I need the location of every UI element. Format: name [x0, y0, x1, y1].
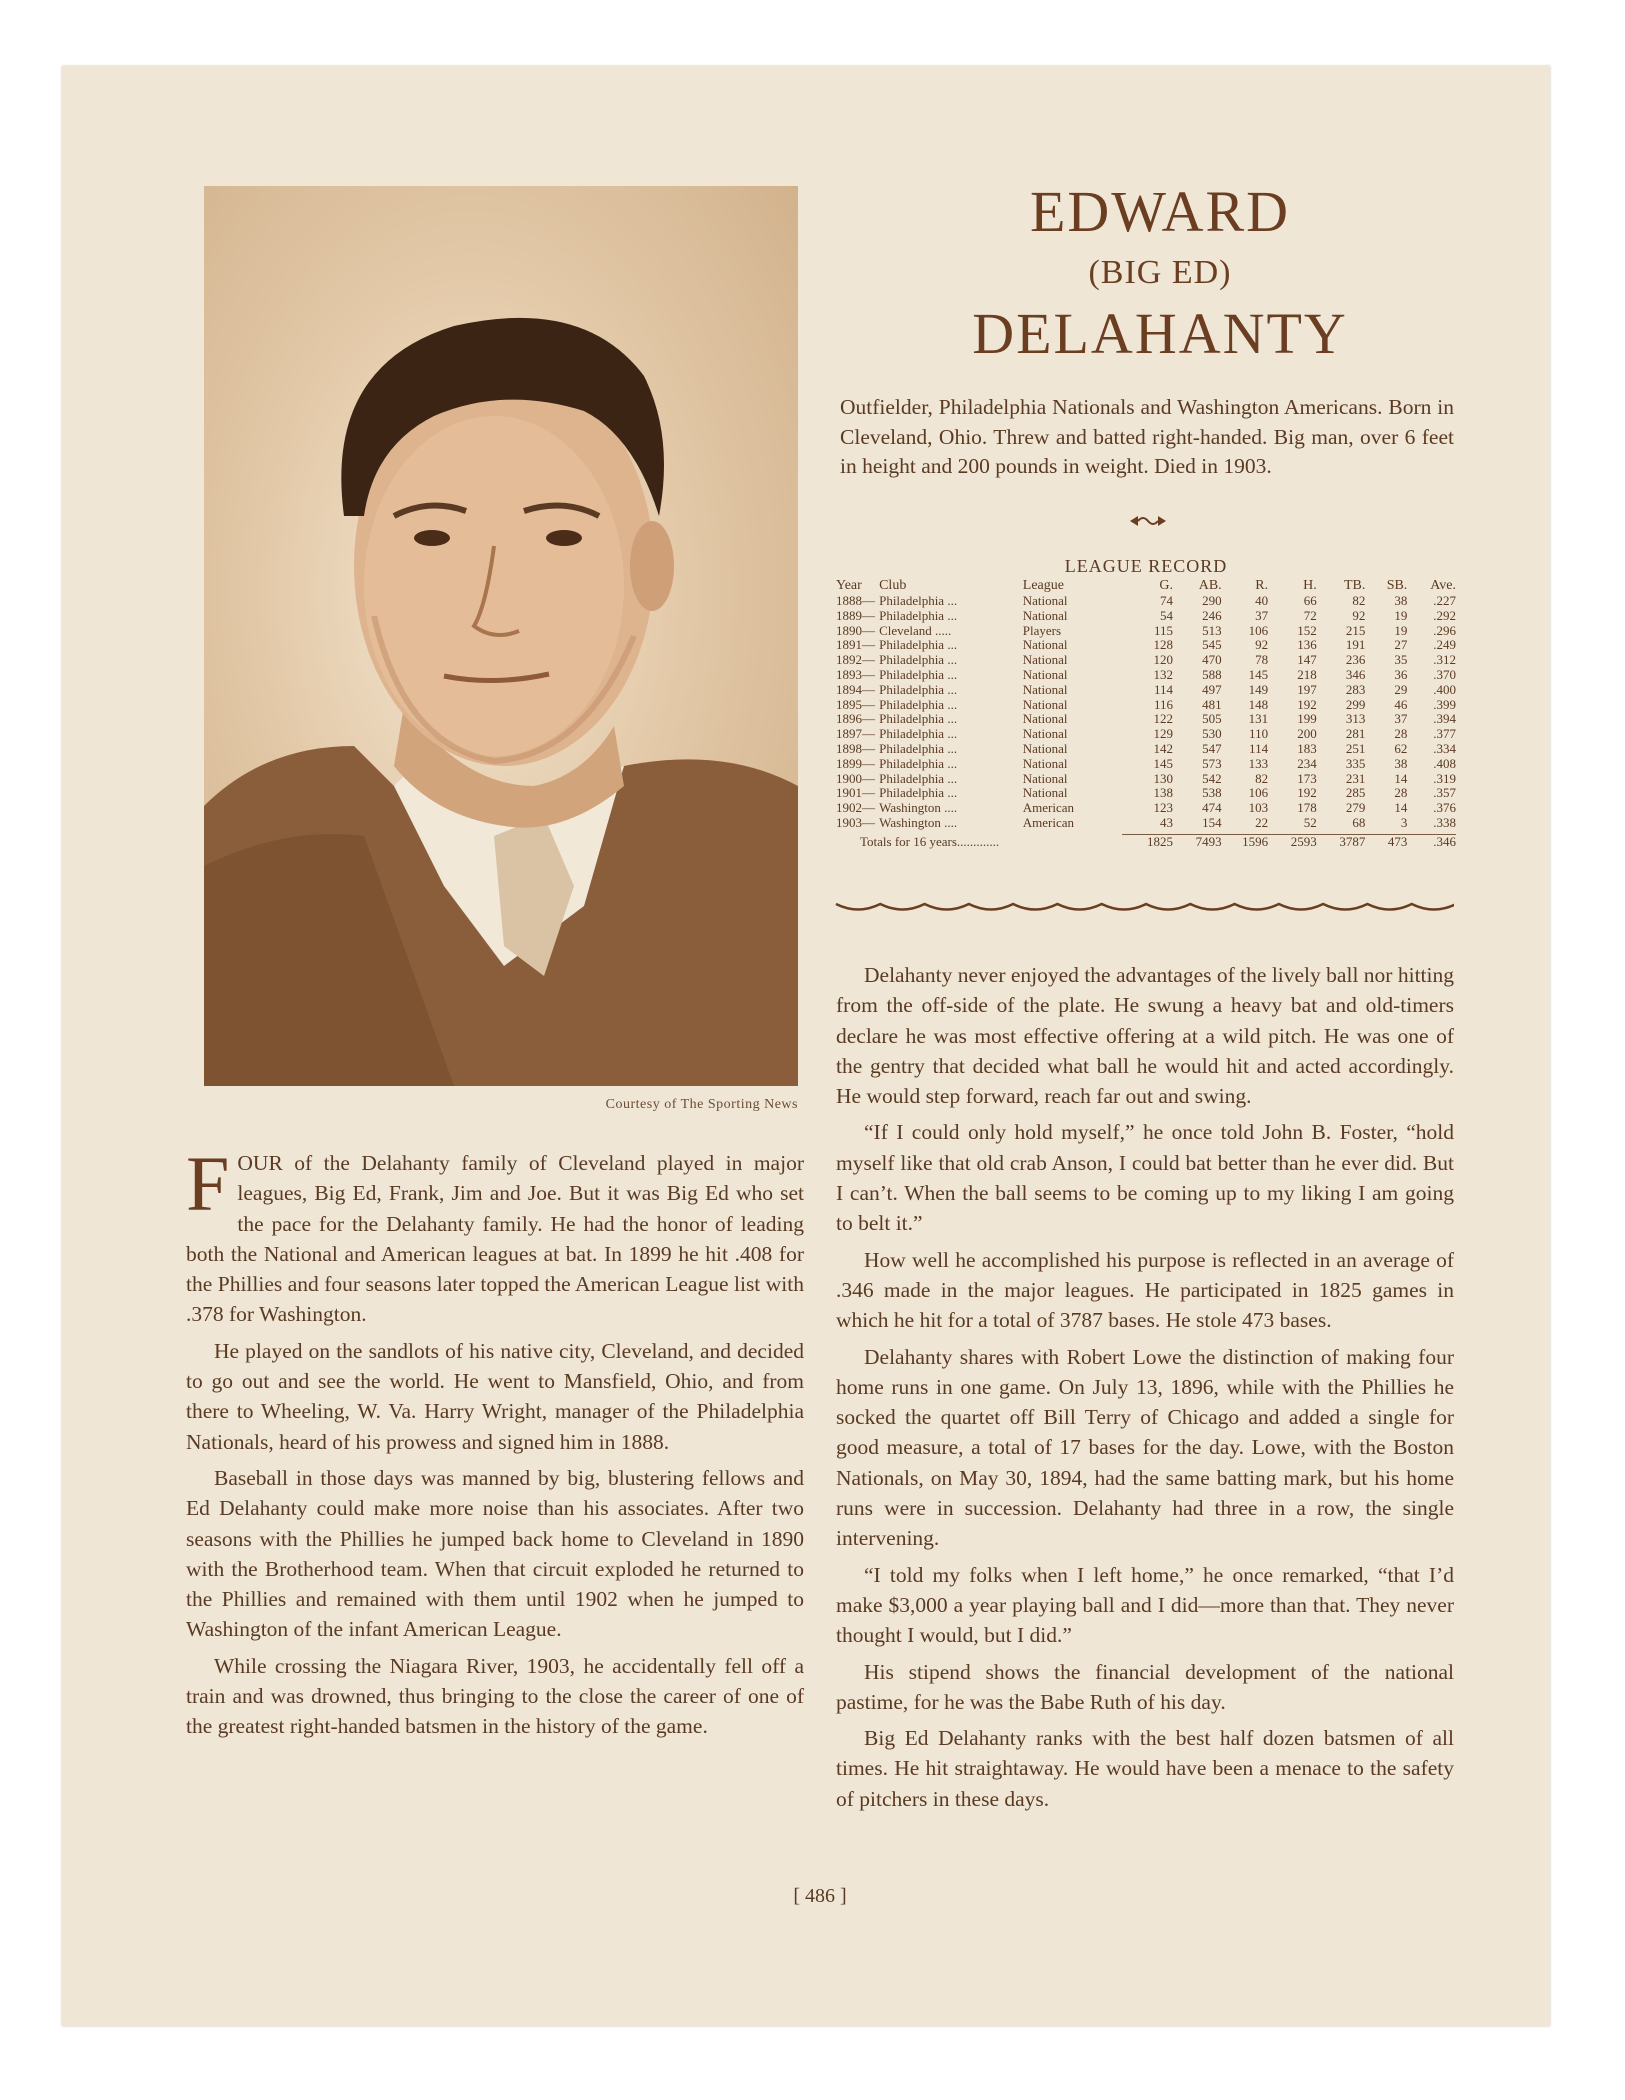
table-row [836, 727, 1456, 742]
cell-average: .399 [1433, 696, 1456, 712]
cell-at-bats: 530 [1202, 726, 1222, 742]
table-row [836, 757, 1456, 772]
league-record-table [836, 578, 1456, 850]
right-paragraph-6: His stipend shows the financial development of the national pastime, for he was the Babe Ruth of his day. [836, 1659, 1454, 1714]
cell-hits: 178 [1297, 800, 1317, 816]
cell-year: 1897— [836, 726, 875, 742]
cell-runs: 106 [1248, 785, 1269, 801]
cell-club: Philadelphia ... [879, 593, 958, 608]
cell-at-bats: 545 [1202, 637, 1222, 653]
cell-stolen-bases: 46 [1394, 696, 1408, 712]
cell-games: 120 [1153, 652, 1174, 668]
cell-average: .394 [1433, 711, 1456, 727]
cell-average: .357 [1433, 785, 1456, 801]
cell-total-bases: 231 [1345, 770, 1366, 786]
cell-league: American [1022, 800, 1075, 816]
cell-hits: 136 [1297, 637, 1317, 653]
cell-average: .319 [1433, 770, 1456, 786]
totals-hits: 2593 [1290, 833, 1317, 849]
cell-club: Philadelphia ... [879, 666, 958, 682]
totals-average: .346 [1433, 833, 1456, 849]
cell-club: Philadelphia ... [879, 755, 958, 771]
cell-league: National [1022, 785, 1068, 801]
cell-total-bases: 92 [1352, 607, 1366, 623]
cell-hits: 52 [1303, 814, 1317, 830]
right-paragraph-2: “If I could only hold myself,” he once told John B. Foster, “hold myself like that old crab Anson, I could bat better than he ever did. But I can’t. When the ball seems to be coming up to my liking I am going to belt it.” [836, 1120, 1454, 1236]
totals-runs: 1596 [1242, 833, 1269, 849]
table-row [836, 594, 1456, 609]
cell-league: National [1022, 711, 1068, 727]
cell-club: Philadelphia ... [879, 785, 958, 801]
left-paragraph-1-text: OUR of the Delahanty family of Cleveland played in major leagues, Big Ed, Frank, Jim and Joe. But it was Big Ed who set the pace for the Delahanty family. He had the honor of leading both the National and American leagues at bat. In 1899 he hit .408 for the Phillies and four seasons later topped the American League list with .378 for Washington. [186, 1151, 804, 1327]
table-row [836, 712, 1456, 727]
cell-hits: 152 [1297, 622, 1317, 638]
cell-stolen-bases: 38 [1394, 593, 1408, 608]
cell-year: 1891— [836, 637, 875, 653]
cell-hits: 147 [1297, 652, 1317, 668]
cell-club: Philadelphia ... [879, 726, 958, 742]
cell-at-bats: 481 [1202, 696, 1222, 712]
cell-total-bases: 285 [1345, 785, 1366, 801]
cell-hits: 200 [1297, 726, 1317, 742]
cell-at-bats: 246 [1202, 607, 1222, 623]
cell-club: Philadelphia ... [879, 770, 958, 786]
cell-at-bats: 505 [1202, 711, 1222, 727]
table-header-row [836, 578, 1456, 594]
cell-runs: 148 [1248, 696, 1269, 712]
totals-label: Totals for 16 years............. [860, 833, 1000, 849]
page-title [840, 176, 1480, 370]
drop-cap: F [186, 1140, 230, 1227]
cell-games: 74 [1160, 593, 1174, 608]
header-stolen-bases: SB. [1386, 578, 1408, 593]
cell-hits: 218 [1297, 666, 1317, 682]
cell-runs: 78 [1255, 652, 1269, 668]
cell-games: 116 [1154, 696, 1174, 712]
cell-games: 43 [1160, 814, 1174, 830]
table-row [836, 742, 1456, 757]
cell-club: Philadelphia ... [879, 696, 958, 712]
left-paragraph-2: He played on the sandlots of his native city, Cleveland, and decided to go out and see the world. He went to Mansfield, Ohio, and from there to Wheeling, W. Va. Harry Wright, manager of the Philadelphia Nationals, heard of his prowess and signed him in 1888. [186, 1338, 804, 1454]
cell-year: 1899— [836, 755, 875, 771]
header-at-bats: AB. [1198, 578, 1222, 593]
title-nickname: (BIG ED) [1088, 254, 1232, 291]
cell-runs: 40 [1255, 593, 1269, 608]
cell-runs: 92 [1255, 637, 1269, 653]
cell-runs: 106 [1248, 622, 1269, 638]
cell-stolen-bases: 37 [1394, 711, 1408, 727]
totals-at-bats: 7493 [1195, 833, 1222, 849]
cell-league: National [1022, 770, 1068, 786]
cell-hits: 192 [1297, 785, 1317, 801]
page-number: [ 486 ] [793, 1885, 847, 1907]
table-row [836, 609, 1456, 624]
cell-total-bases: 68 [1352, 814, 1366, 830]
cell-year: 1895— [836, 696, 875, 712]
cell-club: Washington .... [879, 800, 958, 816]
cell-year: 1894— [836, 681, 875, 697]
cell-runs: 110 [1249, 726, 1269, 742]
header-average: Ave. [1430, 578, 1456, 593]
cell-club: Cleveland ..... [879, 622, 952, 638]
header-hits: H. [1303, 578, 1317, 593]
table-row [836, 638, 1456, 653]
cell-games: 132 [1153, 666, 1174, 682]
cell-league: National [1022, 681, 1068, 697]
cell-club: Philadelphia ... [879, 681, 958, 697]
cell-league: National [1022, 666, 1068, 682]
totals-total-bases: 3787 [1339, 833, 1366, 849]
cell-year: 1892— [836, 652, 875, 668]
right-paragraph-5: “I told my folks when I left home,” he once remarked, “that I’d make $3,000 a year playing ball and I did—more than that. They never thought I would, but I did.” [836, 1562, 1454, 1648]
right-paragraph-7: Big Ed Delahanty ranks with the best half dozen batsmen of all times. He hit straightaway. He would have been a menace to the safety of pitchers in these days. [836, 1726, 1454, 1811]
cell-average: .292 [1433, 607, 1456, 623]
right-paragraph-1: Delahanty never enjoyed the advantages of the lively ball nor hitting from the off-side of the plate. He swung a heavy bat and old-timers declare he was most effective offering at a wild pitch. He was one of the gentry that decided what ball he would hit and acted accordingly. He would step forward, reach far out and swing. [836, 963, 1454, 1109]
table-row [836, 683, 1456, 698]
cell-league: American [1022, 814, 1075, 830]
cell-hits: 192 [1297, 696, 1317, 712]
league-record-title: LEAGUE RECORD [1064, 556, 1228, 576]
header-total-bases: TB. [1343, 578, 1366, 593]
table-row [836, 772, 1456, 787]
cell-year: 1893— [836, 666, 875, 682]
cell-club: Philadelphia ... [879, 637, 958, 653]
cell-runs: 145 [1248, 666, 1269, 682]
cell-hits: 197 [1297, 681, 1317, 697]
cell-at-bats: 542 [1202, 770, 1222, 786]
cell-stolen-bases: 35 [1394, 652, 1408, 668]
left-paragraph-4: While crossing the Niagara River, 1903, he accidentally fell off a train and was drowned, thus bringing to the close the career of one of the greatest right-handed batsmen in the history of the game. [186, 1653, 804, 1739]
cell-average: .376 [1433, 800, 1456, 816]
cell-at-bats: 470 [1202, 652, 1222, 668]
cell-stolen-bases: 27 [1394, 637, 1408, 653]
table-row [836, 668, 1456, 683]
cell-average: .227 [1433, 593, 1456, 608]
cell-stolen-bases: 14 [1394, 770, 1408, 786]
cell-total-bases: 236 [1345, 652, 1366, 668]
cell-total-bases: 251 [1345, 740, 1366, 756]
cell-year: 1900— [836, 770, 875, 786]
left-paragraph-1 [186, 1140, 804, 1330]
cell-year: 1889— [836, 607, 875, 623]
cell-runs: 103 [1248, 800, 1269, 816]
cell-total-bases: 346 [1345, 666, 1366, 682]
cell-hits: 199 [1297, 711, 1317, 727]
totals-stolen-bases: 473 [1387, 833, 1408, 849]
cell-runs: 22 [1255, 814, 1269, 830]
cell-stolen-bases: 14 [1394, 800, 1408, 816]
cell-stolen-bases: 29 [1394, 681, 1408, 697]
cell-at-bats: 154 [1202, 814, 1222, 830]
right-paragraph-3: How well he accomplished his purpose is reflected in an average of .346 made in the major leagues. He participated in 1825 games in which he hit for a total of 3787 bases. He stole 473 bases. [836, 1247, 1454, 1333]
cell-hits: 72 [1303, 607, 1317, 623]
cell-average: .400 [1433, 681, 1456, 697]
cell-league: Players [1022, 622, 1062, 638]
cell-games: 145 [1153, 755, 1174, 771]
cell-runs: 131 [1248, 711, 1269, 727]
cell-games: 142 [1153, 740, 1174, 756]
cell-club: Philadelphia ... [879, 740, 958, 756]
cell-games: 123 [1153, 800, 1174, 816]
table-row [836, 624, 1456, 639]
cell-games: 122 [1153, 711, 1174, 727]
cell-total-bases: 281 [1345, 726, 1366, 742]
cell-hits: 234 [1297, 755, 1317, 771]
cell-at-bats: 290 [1202, 593, 1222, 608]
cell-games: 130 [1153, 770, 1174, 786]
table-row [836, 816, 1456, 831]
cell-year: 1896— [836, 711, 875, 727]
cell-games: 114 [1154, 681, 1174, 697]
header-club: Club [879, 578, 907, 593]
cell-games: 128 [1153, 637, 1174, 653]
cell-average: .370 [1433, 666, 1456, 682]
portrait-photo [204, 186, 798, 1086]
cell-stolen-bases: 36 [1394, 666, 1408, 682]
cell-league: National [1022, 637, 1068, 653]
cell-year: 1902— [836, 800, 875, 816]
title-first-name: EDWARD [1029, 179, 1291, 244]
table-row [836, 786, 1456, 801]
cell-runs: 149 [1248, 681, 1269, 697]
cell-at-bats: 538 [1202, 785, 1222, 801]
cell-club: Philadelphia ... [879, 652, 958, 668]
table-row [836, 653, 1456, 668]
cell-league: National [1022, 740, 1068, 756]
header-year: Year [836, 578, 862, 593]
totals-games: 1825 [1147, 833, 1174, 849]
header-league: League [1022, 578, 1064, 593]
cell-at-bats: 588 [1202, 666, 1222, 682]
intro-paragraph: Outfielder, Philadelphia Nationals and Washington Americans. Born in Cleveland, Ohio. Threw and batted right-handed. Big man, over 6 feet in height and 200 pounds in weight. Died in 1903. [840, 395, 1454, 478]
cell-average: .408 [1433, 755, 1456, 771]
cell-total-bases: 299 [1345, 696, 1366, 712]
cell-average: .312 [1433, 652, 1456, 668]
cell-total-bases: 191 [1345, 637, 1366, 653]
photo-credit: Courtesy of The Sporting News [605, 1097, 798, 1112]
cell-club: Philadelphia ... [879, 607, 958, 623]
cell-league: National [1022, 726, 1068, 742]
title-last-name: DELAHANTY [972, 301, 1348, 366]
cell-average: .296 [1433, 622, 1456, 638]
cell-stolen-bases: 3 [1400, 814, 1408, 830]
right-paragraph-4: Delahanty shares with Robert Lowe the distinction of making four home runs in one game. On July 13, 1896, while with the Phillies he socked the quartet off Bill Terry of Chicago and added a single for good measure, a total of 17 bases for the day. Lowe, with the Boston Nationals, on May 30, 1894, had the same batting mark, but his home runs were in succession. Delahanty had three in a row, the single intervening. [836, 1344, 1454, 1551]
cell-hits: 183 [1297, 740, 1317, 756]
cell-league: National [1022, 696, 1068, 712]
league-record [836, 554, 1456, 850]
cell-year: 1888— [836, 593, 875, 608]
cell-year: 1898— [836, 740, 875, 756]
cell-league: National [1022, 755, 1068, 771]
left-paragraph-3: Baseball in those days was manned by big, blustering fellows and Ed Delahanty could make more noise than his associates. After two seasons with the Phillies he jumped back home to Cleveland in 1890 with the Brotherhood team. When that circuit exploded he returned to the Phillies and remained with them until 1902 when he jumped to Washington of the infant American League. [186, 1465, 804, 1642]
left-column-text [186, 1140, 804, 1748]
cell-stolen-bases: 19 [1394, 607, 1408, 623]
cell-at-bats: 497 [1202, 681, 1222, 697]
cell-league: National [1022, 593, 1068, 608]
cell-stolen-bases: 19 [1394, 622, 1408, 638]
cell-total-bases: 335 [1345, 755, 1366, 771]
cell-total-bases: 215 [1345, 622, 1366, 638]
cell-club: Philadelphia ... [879, 711, 958, 727]
cell-club: Washington .... [879, 814, 958, 830]
cell-year: 1901— [836, 785, 875, 801]
cell-games: 115 [1154, 622, 1174, 638]
right-column-text [836, 960, 1454, 1820]
cell-total-bases: 313 [1345, 711, 1366, 727]
cell-stolen-bases: 28 [1394, 726, 1408, 742]
cell-games: 138 [1153, 785, 1174, 801]
totals-row [836, 834, 1456, 849]
cell-average: .334 [1433, 740, 1456, 756]
cell-league: National [1022, 607, 1068, 623]
header-games: G. [1159, 578, 1174, 593]
cell-runs: 133 [1248, 755, 1269, 771]
cell-runs: 37 [1255, 607, 1269, 623]
portrait-illustration [204, 186, 798, 1086]
cell-runs: 114 [1249, 740, 1269, 756]
cell-total-bases: 82 [1352, 593, 1366, 608]
cell-total-bases: 279 [1345, 800, 1366, 816]
cell-year: 1903— [836, 814, 875, 830]
cell-runs: 82 [1255, 770, 1269, 786]
cell-average: .338 [1433, 814, 1456, 830]
table-row [836, 801, 1456, 816]
ornament-icon [1128, 514, 1168, 528]
cell-games: 54 [1160, 607, 1174, 623]
cell-at-bats: 547 [1202, 740, 1222, 756]
cell-games: 129 [1153, 726, 1174, 742]
cell-average: .249 [1433, 637, 1456, 653]
cell-year: 1890— [836, 622, 875, 638]
wavy-divider [834, 899, 1454, 917]
cell-stolen-bases: 62 [1394, 740, 1408, 756]
header-runs: R. [1255, 578, 1269, 593]
table-row [836, 698, 1456, 713]
cell-at-bats: 573 [1202, 755, 1222, 771]
cell-average: .377 [1433, 726, 1456, 742]
cell-stolen-bases: 28 [1394, 785, 1408, 801]
cell-hits: 173 [1297, 770, 1317, 786]
cell-stolen-bases: 38 [1394, 755, 1408, 771]
cell-league: National [1022, 652, 1068, 668]
cell-at-bats: 474 [1202, 800, 1222, 816]
cell-hits: 66 [1303, 593, 1317, 608]
cell-total-bases: 283 [1345, 681, 1366, 697]
cell-at-bats: 513 [1202, 622, 1222, 638]
